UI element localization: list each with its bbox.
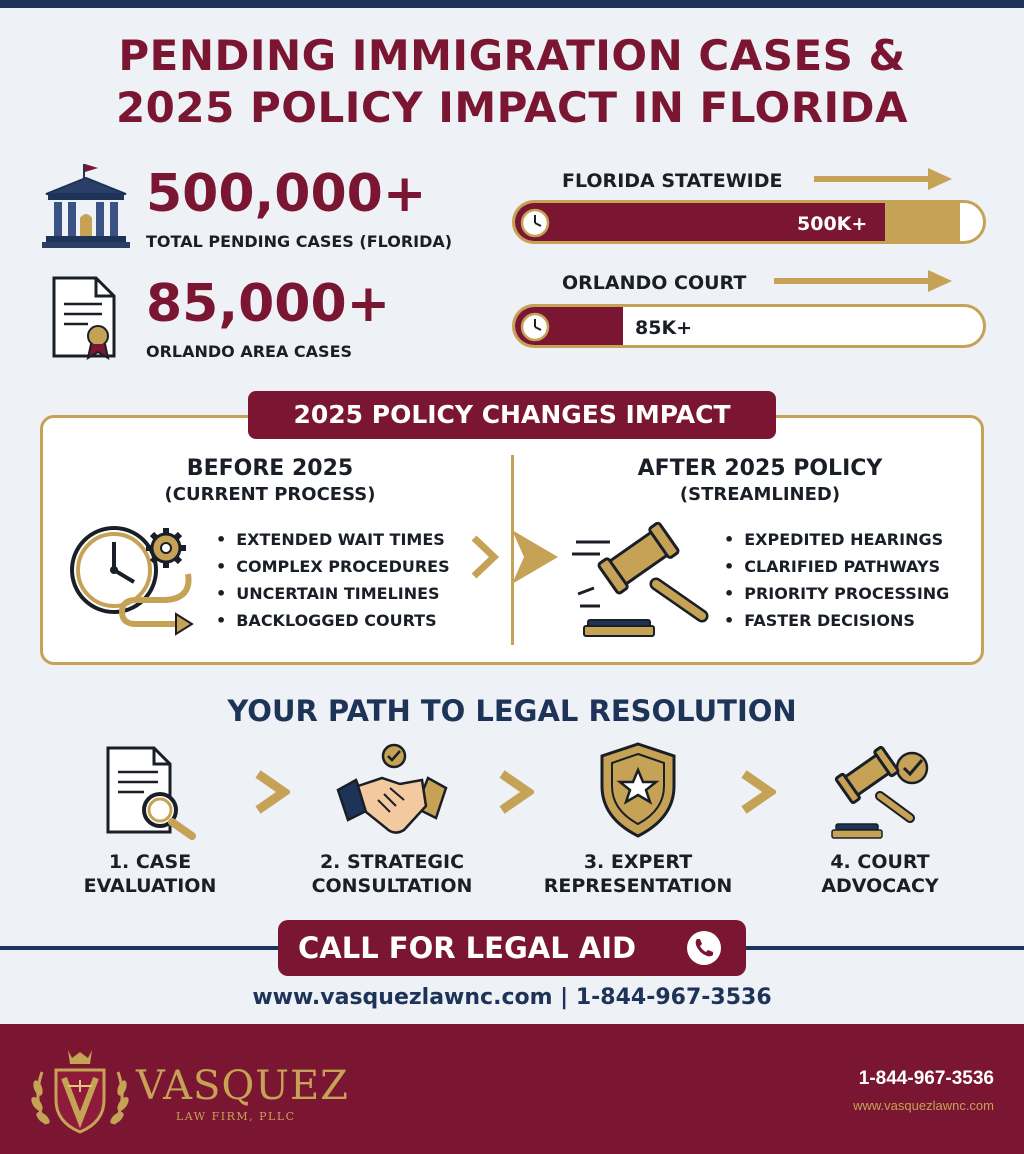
step-3-label <box>538 850 738 898</box>
document-certificate-icon <box>48 274 124 360</box>
bar-orlando-value: 85K+ <box>635 317 693 339</box>
stat-orlando-number: 85,000+ <box>146 274 391 334</box>
before-title: BEFORE 2025 <box>186 456 354 481</box>
double-chevron-right-icon <box>472 528 562 586</box>
bar-orlando-track <box>512 304 986 348</box>
step-2-label <box>292 850 492 898</box>
document-search-icon <box>104 744 200 840</box>
brand-name: VASQUEZ <box>136 1063 349 1109</box>
title-line-2: 2025 POLICY IMPACT IN FLORIDA <box>115 83 909 132</box>
before-item: • UNCERTAIN TIMELINES <box>216 580 450 607</box>
step-1-line1: 1. CASE <box>108 851 192 873</box>
cta-label: CALL FOR LEGAL AID <box>298 931 637 965</box>
shield-star-icon <box>596 740 680 840</box>
after-subtitle: (STREAMLINED) <box>679 484 841 505</box>
step-4-line1: 4. COURT <box>830 851 930 873</box>
chevron-right-icon <box>254 770 290 814</box>
clock-gear-icon <box>66 520 202 642</box>
after-item: • PRIORITY PROCESSING <box>724 580 949 607</box>
step-2-line2: CONSULTATION <box>311 875 473 897</box>
contact-line: www.vasquezlawnc.com | 1-844-967-3536 <box>252 985 772 1010</box>
arrow-right-icon <box>774 268 954 294</box>
arrow-right-icon <box>814 166 954 192</box>
clock-icon <box>519 207 551 239</box>
call-for-legal-aid-button[interactable] <box>278 920 746 976</box>
after-item: • FASTER DECISIONS <box>724 607 949 634</box>
after-list <box>724 526 949 634</box>
path-title: YOUR PATH TO LEGAL RESOLUTION <box>227 694 797 728</box>
step-3-line2: REPRESENTATION <box>543 875 733 897</box>
step-1-line2: EVALUATION <box>83 875 217 897</box>
gavel-check-icon <box>828 744 936 840</box>
stat-total-number: 500,000+ <box>146 164 427 224</box>
before-item: • EXTENDED WAIT TIMES <box>216 526 450 553</box>
step-4-line2: ADVOCACY <box>821 875 939 897</box>
before-subtitle: (CURRENT PROCESS) <box>164 484 376 505</box>
footer-website-link[interactable]: www.vasquezlawnc.com <box>853 1098 994 1113</box>
brand-subtitle: LAW FIRM, PLLC <box>176 1110 296 1123</box>
footer <box>0 1024 1024 1154</box>
page-title <box>0 30 1024 134</box>
before-list <box>216 526 450 634</box>
title-line-1: PENDING IMMIGRATION CASES & <box>118 31 906 80</box>
phone-icon <box>686 930 722 966</box>
step-2-line1: 2. STRATEGIC <box>319 851 465 873</box>
step-1-label <box>50 850 250 898</box>
footer-phone[interactable]: 1-844-967-3536 <box>858 1068 994 1089</box>
clock-icon <box>519 311 551 343</box>
before-column-title <box>100 455 440 507</box>
policy-title: 2025 POLICY CHANGES IMPACT <box>248 391 776 439</box>
bar-orlando-label: ORLANDO COURT <box>562 272 747 294</box>
bar-florida-label: FLORIDA STATEWIDE <box>562 170 783 192</box>
law-firm-logo-icon <box>28 1044 132 1140</box>
chevron-right-icon <box>740 770 776 814</box>
gavel-icon <box>570 522 718 638</box>
bar-florida-value: 500K+ <box>797 213 868 235</box>
bar-florida-track <box>512 200 986 244</box>
courthouse-icon <box>40 160 132 252</box>
step-3-line1: 3. EXPERT <box>583 851 693 873</box>
after-item: • CLARIFIED PATHWAYS <box>724 553 949 580</box>
stat-total-label: TOTAL PENDING CASES (FLORIDA) <box>146 232 453 251</box>
top-accent-bar <box>0 0 1024 8</box>
stat-orlando-label: ORLANDO AREA CASES <box>146 342 353 361</box>
step-4-label <box>780 850 980 898</box>
handshake-icon <box>334 740 450 840</box>
after-item: • EXPEDITED HEARINGS <box>724 526 949 553</box>
before-item: • COMPLEX PROCEDURES <box>216 553 450 580</box>
after-column-title <box>590 455 930 507</box>
chevron-right-icon <box>498 770 534 814</box>
after-title: AFTER 2025 POLICY <box>637 456 883 481</box>
before-item: • BACKLOGGED COURTS <box>216 607 450 634</box>
